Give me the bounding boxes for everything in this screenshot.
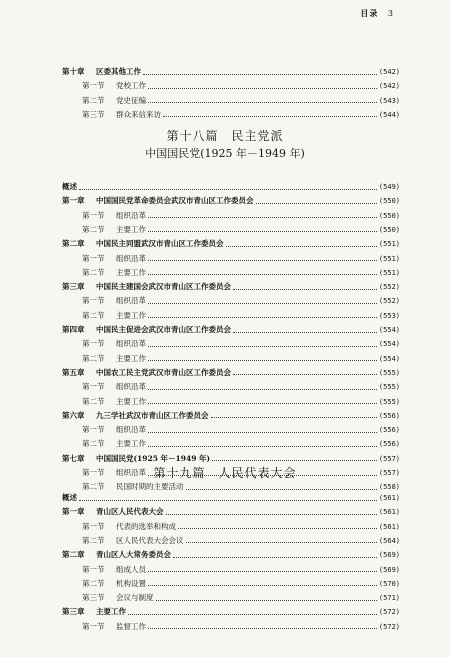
dot-leader bbox=[148, 303, 377, 304]
dot-leader bbox=[148, 217, 377, 218]
toc-entry-section bbox=[62, 396, 400, 408]
dot-leader bbox=[148, 432, 377, 433]
dot-leader bbox=[148, 231, 377, 232]
toc-entry-section bbox=[62, 210, 400, 222]
dot-leader bbox=[148, 628, 377, 629]
entry-number: 第三章 bbox=[62, 607, 85, 617]
toc-entry-section bbox=[62, 253, 400, 265]
entry-title: 会议与制度 bbox=[116, 593, 154, 603]
entry-number: 第一章 bbox=[62, 507, 85, 517]
entry-title: 组织沿革 bbox=[116, 296, 146, 306]
dot-leader bbox=[79, 500, 377, 501]
entry-title: 主要工作 bbox=[116, 396, 146, 406]
entry-page: (557) bbox=[378, 469, 400, 477]
entry-title: 区人民代表大会会议 bbox=[116, 535, 184, 545]
toc-entry-section bbox=[62, 80, 400, 92]
entry-number: 第二节 bbox=[82, 396, 105, 406]
dot-leader bbox=[148, 317, 377, 318]
entry-number: 第四章 bbox=[62, 325, 85, 334]
toc-entry-section bbox=[62, 424, 400, 436]
entry-page: (555) bbox=[378, 368, 400, 377]
entry-number: 第一节 bbox=[82, 425, 105, 435]
toc-entry-section bbox=[62, 267, 400, 279]
entry-page: (542) bbox=[378, 68, 400, 76]
dot-leader bbox=[128, 614, 377, 615]
entry-page: (569) bbox=[378, 565, 400, 574]
toc-entry-section bbox=[62, 578, 400, 590]
entry-page: (550) bbox=[378, 197, 400, 206]
dot-leader bbox=[212, 460, 377, 461]
entry-title: 组成人员 bbox=[116, 564, 146, 574]
toc-entry-chapter bbox=[62, 66, 400, 78]
entry-number: 第一节 bbox=[82, 81, 105, 91]
entry-number: 第二节 bbox=[82, 310, 105, 320]
entry-page: (554) bbox=[378, 354, 400, 363]
entry-title: 概述 bbox=[62, 182, 77, 191]
entry-number: 第五章 bbox=[62, 367, 85, 377]
entry-title: 党校工作 bbox=[116, 81, 146, 91]
toc-entry-chapter bbox=[62, 549, 400, 561]
dot-leader bbox=[173, 557, 377, 558]
entry-page: (561) bbox=[378, 508, 400, 517]
dot-leader bbox=[186, 489, 377, 490]
part-18-subtitle: 中国国民党(1925 年－1949 年) bbox=[145, 147, 305, 160]
entry-number: 第二节 bbox=[82, 267, 105, 277]
dot-leader bbox=[148, 260, 377, 261]
toc-entry-overview bbox=[62, 492, 400, 504]
entry-number: 第二节 bbox=[82, 95, 105, 105]
entry-page: (543) bbox=[378, 96, 400, 105]
toc-entry-chapter bbox=[62, 195, 400, 207]
entry-number: 第一章 bbox=[62, 196, 85, 206]
entry-title: 中国民主建国会武汉市青山区工作委员会 bbox=[96, 282, 231, 292]
entry-number: 第一节 bbox=[82, 253, 105, 263]
dot-leader bbox=[148, 88, 377, 89]
entry-number: 第一节 bbox=[82, 468, 105, 477]
entry-page: (556) bbox=[378, 440, 400, 449]
entry-page: (551) bbox=[378, 254, 400, 263]
entry-page: (564) bbox=[378, 536, 400, 545]
entry-title: 中国国民党革命委员会武汉市青山区工作委员会 bbox=[96, 196, 254, 206]
entry-title: 概述 bbox=[62, 493, 77, 502]
entry-number: 第一节 bbox=[82, 564, 105, 574]
toc-entry-section bbox=[62, 310, 400, 322]
toc-entry-section bbox=[62, 592, 400, 604]
entry-title: 主要工作 bbox=[116, 439, 146, 449]
entry-title: 监督工作 bbox=[116, 621, 146, 631]
entry-number: 第三节 bbox=[82, 109, 105, 119]
part-19-title: 第十九篇 人民代表大会 bbox=[153, 466, 297, 480]
entry-title: 青山区人大常务委员会 bbox=[96, 550, 171, 560]
entry-title: 主要工作 bbox=[116, 353, 146, 363]
entry-number: 第二节 bbox=[82, 224, 105, 234]
entry-number: 第二节 bbox=[82, 439, 105, 449]
page-number: 3 bbox=[387, 9, 394, 18]
entry-number: 第十章 bbox=[62, 67, 85, 76]
dot-leader bbox=[156, 600, 377, 601]
dot-leader bbox=[226, 246, 377, 247]
dot-leader bbox=[148, 571, 377, 572]
entry-title: 组织沿革 bbox=[116, 339, 146, 349]
entry-title: 群众来信来访 bbox=[116, 109, 161, 119]
toc-entry-section bbox=[62, 295, 400, 307]
entry-page: (570) bbox=[378, 579, 400, 588]
entry-page: (556) bbox=[378, 426, 400, 435]
entry-number: 第一节 bbox=[82, 521, 105, 531]
entry-page: (544) bbox=[378, 110, 400, 119]
dot-leader bbox=[186, 542, 377, 543]
toc-entry-chapter bbox=[62, 367, 400, 379]
entry-number: 第六章 bbox=[62, 410, 85, 420]
entry-title: 党史征编 bbox=[116, 95, 146, 105]
entry-page: (572) bbox=[378, 622, 400, 631]
entry-page: (552) bbox=[378, 297, 400, 306]
dot-leader bbox=[148, 403, 377, 404]
part-18-title: 第十八篇 民主党派 bbox=[166, 129, 284, 143]
entry-page: (561) bbox=[378, 494, 400, 502]
entry-number: 第一节 bbox=[82, 621, 105, 631]
entry-title: 中国民主同盟武汉市青山区工作委员会 bbox=[96, 239, 224, 249]
dot-leader bbox=[79, 189, 377, 190]
entry-page: (552) bbox=[378, 283, 400, 292]
entry-page: (561) bbox=[378, 522, 400, 531]
running-header bbox=[360, 8, 394, 19]
entry-number: 第一节 bbox=[82, 296, 105, 306]
dot-leader bbox=[256, 203, 377, 204]
toc-entry-section bbox=[62, 621, 400, 633]
entry-page: (554) bbox=[378, 340, 400, 349]
entry-page: (555) bbox=[378, 383, 400, 392]
entry-page: (571) bbox=[378, 594, 400, 603]
entry-page: (550) bbox=[378, 225, 400, 234]
entry-title: 主要工作 bbox=[116, 310, 146, 320]
entry-title: 组织沿革 bbox=[116, 382, 146, 392]
dot-leader bbox=[211, 417, 377, 418]
entry-page: (550) bbox=[378, 211, 400, 220]
dot-leader bbox=[148, 389, 377, 390]
entry-page: (558) bbox=[378, 483, 400, 492]
toc-entry-chapter bbox=[62, 281, 400, 293]
toc-entry-section bbox=[62, 95, 400, 107]
entry-title: 组织沿革 bbox=[116, 468, 146, 477]
entry-title: 组织沿革 bbox=[116, 425, 146, 435]
entry-number: 第一节 bbox=[82, 210, 105, 220]
toc-entry-section bbox=[62, 381, 400, 393]
entry-title: 组织沿革 bbox=[116, 253, 146, 263]
dot-leader bbox=[166, 514, 377, 515]
dot-leader bbox=[233, 332, 377, 333]
dot-leader bbox=[148, 102, 377, 103]
entry-number: 第二章 bbox=[62, 550, 85, 560]
header-label: 目录 bbox=[360, 8, 379, 18]
entry-number: 第三章 bbox=[62, 282, 85, 292]
entry-title: 九三学社武汉市青山区工作委员会 bbox=[96, 410, 209, 420]
dot-leader bbox=[178, 528, 377, 529]
entry-page: (557) bbox=[378, 454, 400, 463]
toc-entry-section bbox=[62, 564, 400, 576]
entry-page: (551) bbox=[378, 268, 400, 277]
dot-leader bbox=[163, 116, 377, 117]
entry-number: 第二节 bbox=[82, 535, 105, 545]
entry-page: (554) bbox=[378, 326, 400, 334]
entry-page: (569) bbox=[378, 551, 400, 560]
entry-number: 第一节 bbox=[82, 339, 105, 349]
entry-page: (553) bbox=[378, 311, 400, 320]
toc-entry-chapter bbox=[62, 238, 400, 250]
dot-leader bbox=[148, 274, 377, 275]
entry-title: 中国国民党(1925 年－1949 年) bbox=[96, 453, 211, 463]
dot-leader bbox=[148, 585, 377, 586]
toc-entry-overview bbox=[62, 181, 400, 193]
toc-entry-section bbox=[62, 109, 400, 121]
entry-title: 组织沿革 bbox=[116, 210, 146, 220]
entry-page: (555) bbox=[378, 397, 400, 406]
toc-entry-section bbox=[62, 438, 400, 450]
toc-entry-section bbox=[62, 535, 400, 547]
entry-number: 第二章 bbox=[62, 239, 85, 249]
entry-page: (542) bbox=[378, 82, 400, 91]
toc-entry-chapter bbox=[62, 506, 400, 518]
entry-title: 中国农工民主党武汉市青山区工作委员会 bbox=[96, 367, 231, 377]
entry-page: (551) bbox=[378, 240, 400, 249]
toc-entry-section bbox=[62, 521, 400, 533]
toc-entry-chapter bbox=[62, 410, 400, 422]
toc-entry-section bbox=[62, 338, 400, 350]
toc-entry-chapter bbox=[62, 324, 400, 336]
entry-title: 中国民主促进会武汉市青山区工作委员会 bbox=[96, 325, 231, 334]
toc-entry-chapter bbox=[62, 453, 400, 465]
entry-title: 主要工作 bbox=[96, 607, 126, 617]
entry-number: 第二节 bbox=[82, 482, 105, 492]
entry-title: 区委其他工作 bbox=[96, 67, 141, 76]
entry-number: 第二节 bbox=[82, 578, 105, 588]
dot-leader bbox=[233, 374, 377, 375]
entry-title: 代表的选举和构成 bbox=[116, 521, 176, 531]
dot-leader bbox=[148, 446, 377, 447]
entry-number: 第二节 bbox=[82, 353, 105, 363]
entry-page: (549) bbox=[378, 183, 400, 191]
toc-entry-chapter bbox=[62, 606, 400, 618]
dot-leader bbox=[148, 346, 377, 347]
entry-title: 主要工作 bbox=[116, 224, 146, 234]
dot-leader bbox=[233, 289, 377, 290]
toc-entry-section bbox=[62, 353, 400, 365]
dot-leader bbox=[148, 360, 377, 361]
entry-page: (556) bbox=[378, 411, 400, 420]
entry-title: 民国时期的主要活动 bbox=[116, 482, 184, 492]
entry-number: 第七章 bbox=[62, 453, 85, 463]
entry-title: 机构设置 bbox=[116, 578, 146, 588]
entry-title: 青山区人民代表大会 bbox=[96, 507, 164, 517]
entry-number: 第三节 bbox=[82, 593, 105, 603]
toc-entry-section bbox=[62, 224, 400, 236]
entry-page: (572) bbox=[378, 608, 400, 617]
entry-title: 主要工作 bbox=[116, 267, 146, 277]
dot-leader bbox=[143, 74, 377, 75]
entry-number: 第一节 bbox=[82, 382, 105, 392]
